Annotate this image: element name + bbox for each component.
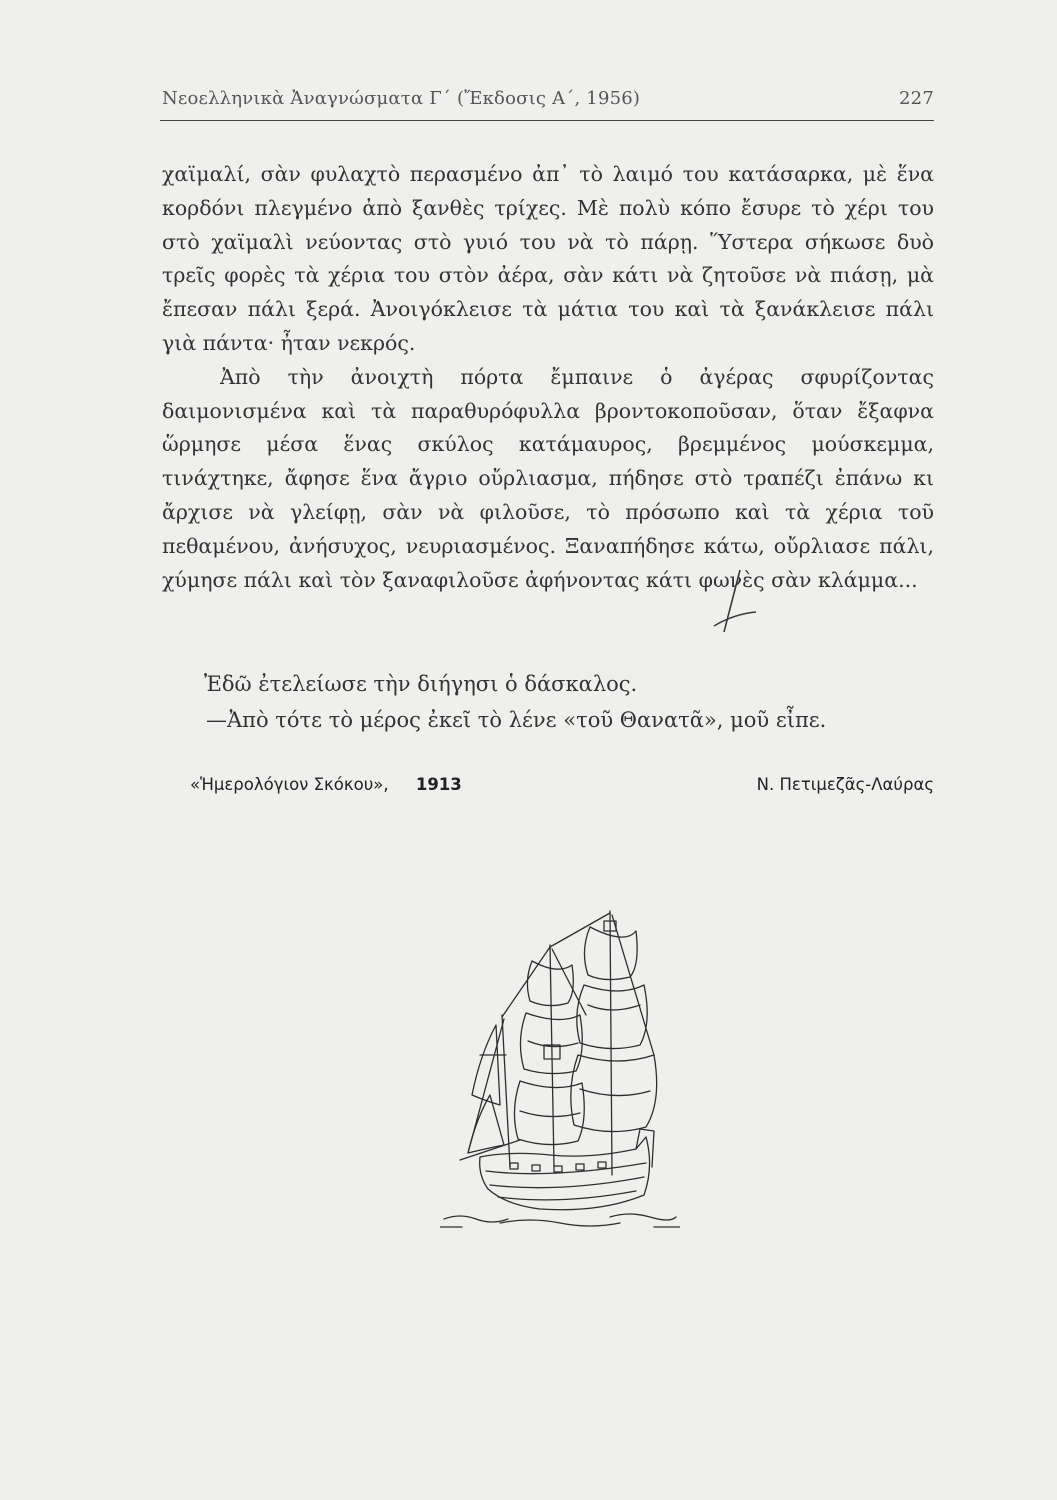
closing-line-1: Ἐδῶ ἐτελείωσε τὴν διήγησι ὁ δάσκαλος. <box>204 672 638 696</box>
closing-lines <box>162 666 934 738</box>
source-year: 1913 <box>415 775 462 794</box>
closing-line-2: —Ἀπὸ τότε τὸ μέρος ἐκεῖ τὸ λένε «τοῦ Θανατᾶ», μοῦ εἶπε. <box>206 708 827 732</box>
running-head <box>162 88 934 109</box>
source-publication: «Ἡμερολόγιον Σκόκου», <box>190 775 389 794</box>
source-citation <box>190 775 934 794</box>
story-text <box>162 158 934 597</box>
page-number: 227 <box>899 88 934 109</box>
sailing-ship-icon <box>440 905 680 1235</box>
paragraph-2: Ἀπὸ τὴν ἀνοιχτὴ πόρτα ἔμπαινε ὁ ἀγέρας σφυρίζοντας δαιμονισμένα καὶ τὰ παραθυρόφυλλα βροντοκοποῦσαν, ὅταν ἔξαφνα ὥρμησε μέσα ἕνας σκύλος κατάμαυρος, βρεμμένος μούσκεμμα, τινάχτηκε, ἄφησε ἕνα ἄγριο οὔρλιασμα, πήδησε στὸ τραπέζι ἐπάνω κι ἄρχισε νὰ γλείφῃ, σὰν νὰ φιλοῦσε, τὸ πρόσωπο καὶ τὰ χέρια τοῦ πεθαμένου, ἀνήσυχος, νευριασμένος. Ξαναπήδησε κάτω, οὔρλιασε πάλι, χύμησε πάλι καὶ τὸν ξαναφιλοῦσε ἀφήνοντας κάτι φωνὲς σὰν κλάμμα... <box>162 364 934 592</box>
source-author: Ν. Πετιμεζᾶς-Λαύρας <box>756 775 934 794</box>
pen-mark-icon <box>694 568 774 638</box>
header-rule <box>160 120 934 121</box>
running-title: Νεοελληνικὰ Ἀναγνώσματα Γ΄ (Ἔκδοσις Α΄, 1956) <box>162 88 641 109</box>
paragraph-1: χαϊμαλί, σὰν φυλαχτὸ περασμένο ἀπ᾿ τὸ λαιμό του κατάσαρκα, μὲ ἕνα κορδόνι πλεγμένο ἀπὸ ξανθὲς τρίχες. Μὲ πολὺ κόπο ἔσυρε τὸ χέρι του στὸ χαϊμαλὶ νεύοντας στὸ γυιό του νὰ τὸ πάρῃ. Ὕστερα σήκωσε δυὸ τρεῖς φορὲς τὰ χέρια του στὸν ἀέρα, σὰν κάτι νὰ ζητοῦσε νὰ πιάσῃ, μὰ ἔπεσαν πάλι ξερά. Ἀνοιγόκλεισε τὰ μάτια του καὶ τὰ ξανάκλεισε πάλι γιὰ πάντα· ἦταν νεκρός. <box>162 162 934 355</box>
